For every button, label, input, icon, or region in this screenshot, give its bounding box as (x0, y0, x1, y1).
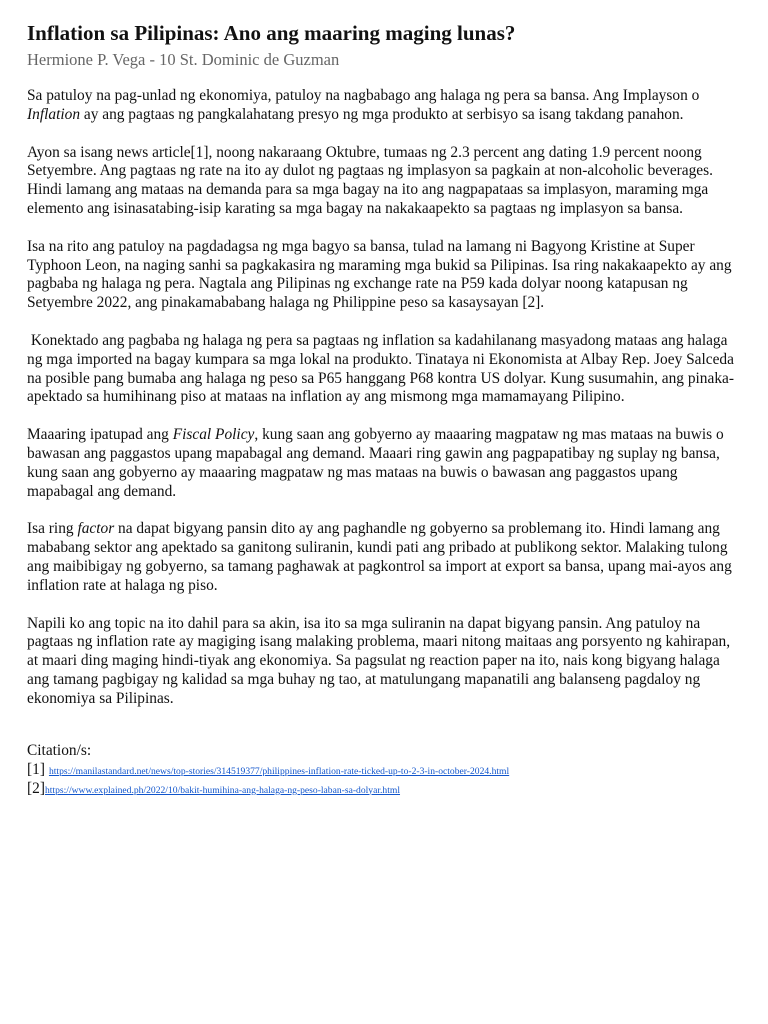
paragraph-intro-text-a: Sa patuloy na pag-unlad ng ekonomiya, patuloy na nagbabago ang halaga ng pera sa bansa. Ang Implayson o (27, 87, 700, 104)
citations-heading: Citation/s: (27, 741, 92, 759)
paragraph-fiscal-policy (27, 426, 743, 501)
paragraph-fiscal-emphasis: Fiscal Policy (172, 426, 255, 444)
author-line: Hermione P. Vega - 10 St. Dominic de Guzman (27, 50, 340, 69)
document-title: Inflation sa Pilipinas: Ano ang maaring maging lunas? (27, 21, 516, 45)
paragraph-fiscal-text-a: Maaaring ipatupad ang (27, 426, 173, 444)
citations-section (27, 742, 743, 799)
citation-number: [1] (27, 760, 45, 778)
paragraph-fiscal-text-c: , kung saan ang gobyerno ay maaaring magpataw ng mas mataas na buwis o bawasan ang paggastos upang mapabagal ang demand. Maaari ring gawin ang pagpapatibay ng suplay ng bansa, kung saan ang gobyerno ay maaaring magpataw ng mas mataas na buwis o bawasan ang paggastos upang mapabagal ang demand. (27, 426, 724, 500)
paragraph-intro-text-c: ay ang pagtaas ng pangkalahatang presyo ng mga produkto at serbisyo sa isang takdang panahon. (80, 105, 684, 123)
citation-link[interactable]: https://manilastandard.net/news/top-stories/314519377/philippines-inflation-rate-ticked-up-to-2-3-in-october-2024.html (48, 765, 510, 777)
citation-link[interactable]: https://www.explained.ph/2022/10/bakit-humihina-ang-halaga-ng-peso-laban-sa-dolyar.html (44, 784, 401, 796)
paragraph-typhoons: Isa na rito ang patuloy na pagdadagsa ng mga bagyo sa bansa, tulad na lamang ni Bagyong Kristine at Super Typhoon Leon, na naging sanhi sa pagkakasira ng maraming mga bukid sa Pilipinas. Isa ring nakakaapekto ay ang pagbaba ng halaga ng pera. Nagtala ang Pilipinas ng exchange rate na P59 kada dolyar noong katapusan ng Setyembre 2022, ang pinakamababang halaga ng Philippine peso sa kasaysayan [2]. (27, 237, 732, 312)
citation-item (27, 761, 743, 780)
citation-number: [2] (27, 779, 45, 797)
paragraph-government-text-c: na dapat bigyang pansin dito ay ang paghandle ng gobyerno sa problemang ito. Hindi lamang ang mababang sektor ang apektado sa ganitong suliranin, kundi pati ang pribado at publikong sektor. Malaking tulong ang maibibigay ng gobyerno, sa tamang paghawak at pagkontrol sa import at export sa bansa, upang mai-ayos ang inflation rate at halaga ng piso. (27, 520, 732, 594)
paragraph-intro (27, 87, 743, 125)
paragraph-intro-emphasis: Inflation (27, 105, 81, 123)
paragraph-government-emphasis: factor (77, 520, 115, 538)
paragraph-government-text-a: Isa ring (27, 520, 78, 538)
paragraph-news-article: Ayon sa isang news article[1], noong nakaraang Oktubre, tumaas ng 2.3 percent ang dating 1.9 percent noong Setyembre. Ang pagtaas ng rate na ito ay dulot ng pagtaas ng implasyon sa pagkain at non-alcoholic beverages. Hindi lamang ang mataas na demanda para sa mga bagay na ito ang nagpapataas sa implasyon, maraming mga elemento ang isinasatabing-isip karating sa mga bagay na nakakaapekto sa pagtaas ng implasyon sa bansa. (27, 143, 713, 217)
paragraph-currency (27, 332, 743, 407)
article-body (27, 87, 743, 709)
citation-item (27, 780, 743, 799)
document-page (27, 20, 743, 799)
paragraph-government (27, 520, 743, 595)
paragraph-currency-text: Konektado ang pagbaba ng halaga ng pera sa pagtaas ng inflation sa kadahilanang masyadong mataas ang halaga ng mga imported na bagay kumpara sa mga lokal na produkto. Tinataya ni Ekonomista at Albay Rep. Joey Salceda na posible pang bumaba ang halaga ng peso sa P65 hanggang P68 kontra US dolyar. Kung susumahin, ang pinaka-apektado sa humihinang piso at mataas na inflation ay ang mismong mga mamamayang Pilipino. (27, 331, 738, 406)
paragraph-conclusion: Napili ko ang topic na ito dahil para sa akin, isa ito sa mga suliranin na dapat bigyang pansin. Ang patuloy na pagtaas ng inflation rate ay magiging isang malaking problema, maari nitong maitaas ang porsyento ng kahirapan, at maari ding maging hindi-tiyak ang ekonomiya. Sa pagsulat ng reaction paper na ito, nais kong bigyang halaga ang tamang pagbigay ng kalidad sa mga buhay ng tao, at matulungang mapanatili ang balanseng pagdaloy ng ekonomiya sa Pilipinas. (27, 614, 731, 707)
